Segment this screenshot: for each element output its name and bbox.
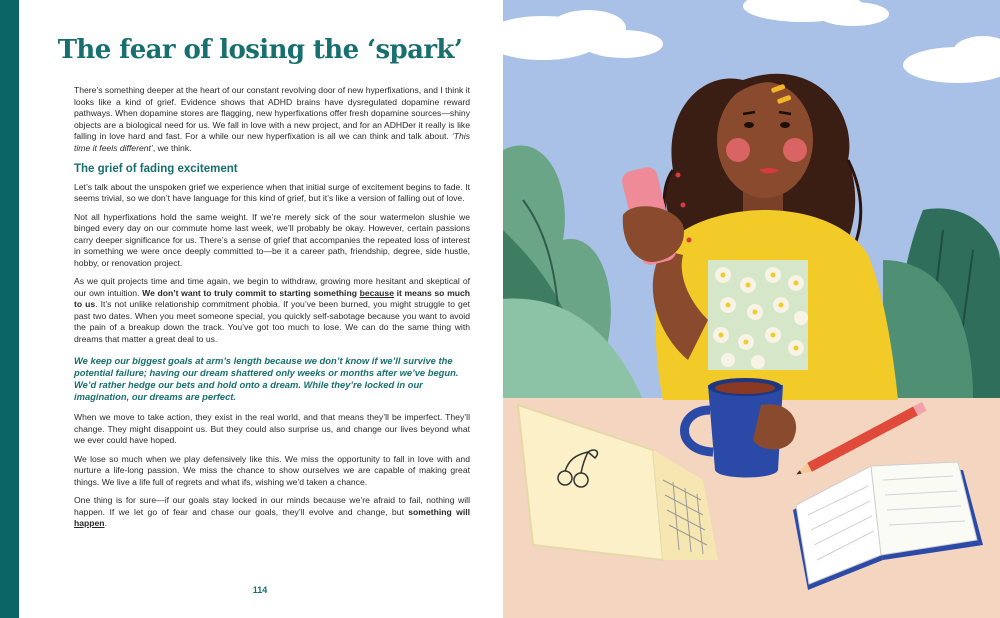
cheek-right <box>783 138 807 162</box>
intro-paragraph <box>74 85 470 154</box>
paragraph-2: Not all hyperfixations hold the same weight. If we’re merely sick of the sour watermelon slushie we binged every day on our commute home last week, we’ll probably be okay. However, certain passions carry deeper significance for us. There’s a sense of grief that accompanies the repeated loss of interest in something we were once deeply committed to—be it a career path, friendship, degree, side hustle, hobby, or renovation project. <box>74 211 470 268</box>
intro-quote-tail: , we think. <box>152 142 192 153</box>
page-title: The fear of losing the ‘spark’ <box>58 30 463 70</box>
page-number: 114 <box>252 585 268 595</box>
paragraph-4: When we move to take action, they exist in the real world, and that means they’ll be imperfect. They’ll change. They might disappoint us. But they could also surprise us, and change our lives beyond what we ever could have hoped. <box>74 412 470 445</box>
p6-text: One thing is for sure—if our goals stay locked in our minds because we’re afraid to fail, nothing will happen. If we let go of fear and chase our goals, they’ll evolve and change, but <box>74 495 470 517</box>
left-page <box>19 0 501 618</box>
p3-text-a: As we quit projects time and time again, we begin to withdraw, growing more hesitant and skeptical of our own intuition. <box>74 276 470 298</box>
cheek-left <box>726 138 750 162</box>
paragraph-6 <box>74 495 470 530</box>
p6-end: . <box>104 518 107 528</box>
p3-bold-2: it means so much to us <box>74 287 470 309</box>
intro-quote: ‘This time it feels different’ <box>74 131 470 153</box>
paragraph-3 <box>74 276 470 345</box>
body-text <box>74 85 470 537</box>
p6-bold: something will <box>408 506 470 517</box>
section-heading: The grief of fading excitement <box>74 163 238 175</box>
paragraph-1: Let’s talk about the unspoken grief we experience when that initial surge of excitement begins to fade. It seems trivial, so we don’t have language for this kind of grief, but it’s like a version of falling out of love. <box>74 181 470 203</box>
p3-bold-underline: because <box>359 287 394 298</box>
callout-quote: We keep our biggest goals at arm’s length because we don’t know if we’ll survive the potential failure; having our dream shattered only weeks or months after we’ve begun. We’d rather hedge our bets and hold onto a dream. While they’re locked in our imagination, our dreams are perfect. <box>74 355 459 402</box>
p3-text-b: . It’s not unlike relationship commitment phobia. If you’ve been burned, you might struggle to get past two dates. When you meet someone special, you quickly self-sabotage because you want to avoid the pain of a breakup down the track. You’ve got too much to lose. We can do the same thing with dreams that matter a great deal to us. <box>74 299 470 344</box>
p3-bold: We don’t want to truly commit to starting something <box>142 287 360 298</box>
illustration <box>503 0 1000 618</box>
title-wrap <box>19 30 501 70</box>
p6-bold-underline: happen <box>74 518 105 528</box>
paragraph-5: We lose so much when we play defensively like this. We miss the opportunity to fall in love with and nurture a life-long passion. We miss the chance to show ourselves we are capable of making great things. We live a life full of regrets and what ifs, wishing we’d taken a chance. <box>74 453 470 487</box>
book-spine <box>0 0 19 618</box>
intro-text: There’s something deeper at the heart of our constant revolving door of new hyperfixations, and I think it looks like a kind of grief. Evidence shows that ADHD brains have dysregulated dopamine reward pathways. When dopamine stores are flagging, new hyperfixations offer fresh dopamine sources—shiny objects are a biological need for us. We fall in love with a new project, and for an ADHDer it really is like falling in love hard and fast. For a while our new hyperfixation is all we can think and talk about. <box>74 85 470 141</box>
